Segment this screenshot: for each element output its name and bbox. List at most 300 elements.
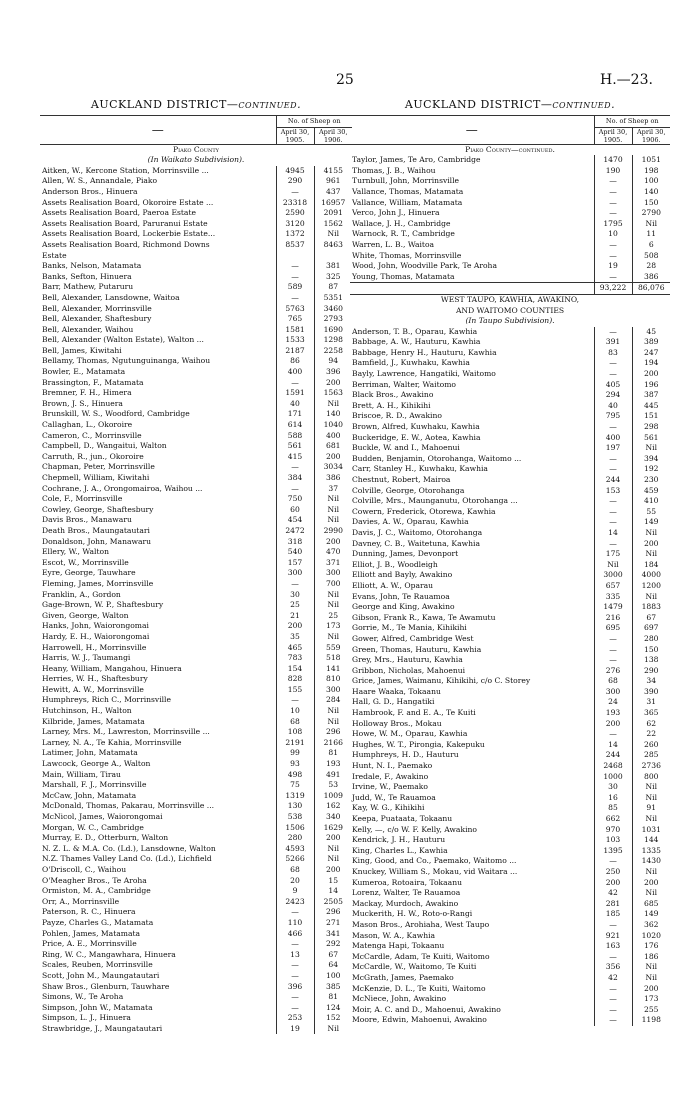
owner-name: Estate [42,250,67,260]
sheep-1905: 276 [594,666,632,677]
table-row [350,825,670,836]
sheep-1905: 20 [276,876,314,887]
sheep-1906: 14 [314,886,352,897]
owner-name: Death Bros., Maungatautari [42,525,150,535]
sheep-1906: 1430 [632,856,670,867]
sheep-1905: — [594,327,632,338]
owner-name: Kilbride, James, Matamata [42,716,145,726]
sheep-1906: 173 [314,621,352,632]
owner-name: Hughes, W. T., Pirongia, Kakepuku [352,739,485,749]
sheep-1906: 152 [314,1013,352,1024]
sheep-1905: 561 [276,441,314,452]
owner-name: Holloway Bros., Mokau [352,718,442,728]
sheep-1905: 538 [276,812,314,823]
sheep-1905: 40 [594,401,632,412]
sheep-1905: 25 [276,600,314,611]
owner-name: Lawcock, George A., Walton [42,759,151,769]
sheep-1906: 81 [314,992,352,1003]
sheep-1905: 405 [594,380,632,391]
sheep-1906: 300 [314,568,352,579]
sheep-1906: 1020 [632,931,670,942]
sheep-1905: — [594,422,632,433]
table-row [40,568,352,579]
sheep-1906: 200 [314,378,352,389]
sheep-1906: 100 [314,971,352,982]
table-row [40,950,352,961]
sheep-1906: 961 [314,176,352,187]
table-row [350,454,670,465]
owner-name: Hanks, John, Waiorongomai [42,621,149,631]
sheep-1905: — [594,952,632,963]
table-row [40,526,352,537]
sheep-1906: 381 [314,261,352,272]
owner-name: Green, Thomas, Hauturu, Kawhia [352,644,482,654]
sheep-1906: 140 [314,409,352,420]
sheep-1906: 1690 [314,325,352,336]
owner-name: Banks, Sefton, Hinuera [42,271,132,281]
sheep-1906: Nil [314,515,352,526]
sheep-1906: 3460 [314,304,352,315]
sheep-1906: 31 [632,697,670,708]
table-row [350,327,670,338]
sheep-1905: 83 [594,348,632,359]
table-row [350,634,670,645]
sheep-1906: 298 [632,422,670,433]
owner-name: Scott, John M., Maungatautari [42,970,160,980]
owner-name: Mackay, Murdoch, Awakino [352,898,459,908]
owner-name: Morgan, W. C., Cambridge [42,822,144,832]
page-number: 25 [336,72,354,88]
total-1906: 86,076 [632,283,670,295]
table-row [40,388,352,399]
sheep-1905: 2191 [276,738,314,749]
sheep-1905: 2468 [594,761,632,772]
sheep-1905: 1581 [276,325,314,336]
sheep-1906: Nil [314,229,352,240]
table-row [350,380,670,391]
owner-name: Cochrane, J. A., Orongomairoa, Waihou ... [42,483,203,493]
table-row [350,358,670,369]
left-column-title: AUCKLAND DISTRICT—continued. [90,98,302,111]
sheep-1906: 2091 [314,208,352,219]
sheep-1905: 828 [276,674,314,685]
owner-name: Knuckey, William S., Mokau, vid Waitara ... [352,866,518,876]
sheep-1905: 318 [276,537,314,548]
owner-name: Colville, George, Otorohanga [352,485,465,495]
owner-name: Bell, Alexander (Walton Estate), Walton ... [42,335,204,345]
table-row [350,475,670,486]
table-row [350,931,670,942]
sheep-1906: 290 [632,666,670,677]
sheep-1906: 296 [314,727,352,738]
table-row [350,560,670,571]
table-row [350,687,670,698]
sheep-1906: 700 [314,579,352,590]
sheep-1906: Nil [632,443,670,454]
sheep-1906: 150 [632,645,670,656]
owner-name: Cameron, C., Morrinsville [42,430,142,440]
sheep-1905: 99 [276,748,314,759]
owner-name: Banks, Nelson, Matamata [42,261,142,271]
sheep-1906: Nil [632,782,670,793]
table-row [350,1015,670,1026]
table-row [350,496,670,507]
owner-name: Allen, W. S., Annandale, Piako [42,176,158,186]
table-row [350,229,670,240]
table-row [40,759,352,770]
sheep-1906: 6 [632,240,670,251]
owner-name: Turnbull, John, Morrinsville [352,176,460,186]
table-row [350,443,670,454]
table-row [350,984,670,995]
table-row [40,219,352,230]
sheep-1906: 25 [314,611,352,622]
owner-name: Elliott and Bayly, Awakino [352,570,453,580]
sheep-1905: 415 [276,452,314,463]
sheep-1905: 294 [594,390,632,401]
total-label [350,283,594,295]
sheep-1905: 1533 [276,335,314,346]
sheep-1905: 244 [594,475,632,486]
owner-name: Eyre, George, Tauwhare [42,568,136,578]
sheep-1905: 250 [594,867,632,878]
table-row [350,645,670,656]
table-row [40,929,352,940]
sheep-1905: 197 [594,443,632,454]
total-1905: 93,222 [594,283,632,295]
owner-name: Thomas, J. B., Waihou [352,165,436,175]
owner-name: Franklin, A., Gordon [42,589,121,599]
sheep-1905: — [594,994,632,1005]
sheep-1905: 1470 [594,155,632,166]
sheep-1905: 1000 [594,772,632,783]
table-row [350,166,670,177]
subdivision-heading-2: (In Taupo Subdivision). [465,316,555,326]
sheep-1906: 200 [632,984,670,995]
sheep-1906: 141 [314,664,352,675]
sheep-1905: 4593 [276,844,314,855]
sheep-1905: 85 [594,803,632,814]
sheep-1905: 3120 [276,219,314,230]
table-row [350,539,670,550]
table-row [350,697,670,708]
table-row [350,623,670,634]
sheep-1905: — [594,240,632,251]
sheep-1906: 371 [314,558,352,569]
owner-name: Hunt, N. I., Paemako [352,761,433,771]
table-row [40,897,352,908]
owner-name: Davies, A. W., Oparau, Kawhia [352,517,469,527]
sheep-1906: 3034 [314,462,352,473]
owner-name: Aitken, W., Kercone Station, Morrinsville ... [42,165,209,175]
owner-name: Pohlen, James, Matamata [42,928,141,938]
owner-name: Donaldson, John, Manawaru [42,536,152,546]
owner-name: Keepa, Puataata, Tokaanu [352,814,453,823]
sheep-1905: — [276,462,314,473]
sheep-1906: 64 [314,960,352,971]
sheep-1906: 1629 [314,823,352,834]
owner-name: Brown, J. S., Hinuera [42,398,123,408]
sheep-1906: 91 [632,803,670,814]
sheep-1905: 657 [594,581,632,592]
owner-name: Assets Realisation Board, Okoroire Estate ... [42,197,214,207]
sheep-1905: — [594,198,632,209]
sheep-1906: 124 [314,1003,352,1014]
sheep-1905: 1372 [276,229,314,240]
county-heading: Piako County—continued. [465,144,555,154]
owner-name: Mason Bros., Arohiaha, West Taupo [352,919,490,929]
sheep-1906: 45 [632,327,670,338]
owner-name: Carr, Stanley H., Kuwhaku, Kawhia [352,464,488,474]
sheep-1905: 2423 [276,897,314,908]
col-1905-header: April 30, 1905. [276,127,314,144]
table-row [40,176,352,187]
sheep-1906: 37 [314,484,352,495]
table-row [40,780,352,791]
sheep-1906: 192 [632,464,670,475]
col-1906-header: April 30, 1906. [314,127,352,144]
sheep-1906: 200 [314,537,352,548]
owner-name: Payze, Charles G., Matamata [42,917,154,927]
sheep-1905: 153 [594,486,632,497]
sheep-1905: 110 [276,918,314,929]
table-row [350,272,670,283]
sheep-1906: 81 [314,748,352,759]
owner-name: Gage-Brown, W. P., Shaftesbury [42,600,164,610]
sheep-1906: 292 [314,939,352,950]
owner-name: Brunskill, W. S., Woodford, Cambridge [42,409,190,419]
sheep-1906: 200 [632,539,670,550]
table-row [40,918,352,929]
subdivision-heading: (In Waikato Subdivision). [147,155,245,165]
sheep-1905: — [276,1003,314,1014]
table-row [350,750,670,761]
owner-name: McCardle, W., Waitomo, Te Kuiti [352,962,477,972]
sheep-1906: 390 [632,687,670,698]
owner-name: Muckerith, H. W., Roto-o-Rangi [352,909,473,919]
table-row [350,549,670,560]
sheep-1905: 662 [594,814,632,825]
owner-name: Gibson, Frank R., Kawa, Te Awamutu [352,612,496,622]
owner-name: Scales, Reuben, Morrinsville [42,960,153,970]
table-row [40,674,352,685]
owner-name: Chestnut, Robert, Mairoa [352,475,451,484]
owner-name: Cole, F., Morrinsville [42,494,123,504]
sheep-1905: 1479 [594,602,632,613]
owner-name: Bayly, Lawrence, Hangatiki, Waitomo [352,369,496,379]
owner-name: Buckle, W. and I., Mahoenui [352,443,460,453]
sheep-1905: 21 [276,611,314,622]
sheep-1905: — [594,369,632,380]
owner-name: Davney, C. B., Waitetuna, Kawhia [352,538,480,548]
owner-name: Callaghan, L., Okoroire [42,420,133,430]
owner-name: Lorenz, Walter, Te Rauamoa [352,888,461,898]
table-row [40,611,352,622]
owner-name: Larney, Mrs. M., Lawreston, Morrinsville ... [42,727,210,737]
sheep-1905: 695 [594,623,632,634]
table-row [350,666,670,677]
owner-name: McCardle, Adam, Te Kuiti, Waitomo [352,951,490,961]
table-row [40,272,352,283]
owner-name: O'Meagher Bros., Te Aroha [42,875,147,885]
sheep-1906: 470 [314,547,352,558]
owner-name: Evans, John, Te Rauamoa [352,591,450,601]
table-row [350,176,670,187]
owner-name: Kumeroa, Rotoaira, Tokaanu [352,877,462,887]
sheep-1905: 384 [276,473,314,484]
owner-name: Harris, W. J., Taumangi [42,653,131,663]
sheep-1905: 400 [594,433,632,444]
owner-name: Chapman, Peter, Morrinsville [42,462,155,472]
table-row [40,356,352,367]
sheep-1906: 325 [314,272,352,283]
table-row [350,613,670,624]
sheep-1905: 13 [276,950,314,961]
owner-name: Ring, W. C., Mangawhara, Hinuera [42,949,176,959]
sheep-1906: 685 [632,899,670,910]
sheep-1905: — [276,272,314,283]
sheep-1906: 1009 [314,791,352,802]
table-row [350,761,670,772]
sheep-1906: 53 [314,780,352,791]
owner-name: Berriman, Walter, Waitomo [352,379,456,389]
owner-name: King, Good, and Co., Paemako, Waitomo ... [352,856,517,866]
owner-name: King, Charles L., Kawhia [352,845,448,855]
sheep-1906: 247 [632,348,670,359]
sheep-1905: 4945 [276,166,314,177]
owner-name: Irvine, W., Paemako [352,782,428,792]
owner-name: McDonald, Thomas, Pakarau, Morrinsville ... [42,801,215,811]
table-row [350,867,670,878]
sheep-1905: 396 [276,982,314,993]
sheep-1906: 2166 [314,738,352,749]
table-row [40,251,352,262]
owner-name: Judd, W., Te Rauamoa [352,792,436,802]
table-row [40,971,352,982]
sheep-1906: Nil [632,592,670,603]
county-heading-2-line2: AND WAITOMO COUNTIES [455,305,565,315]
sheep-1906: Nil [632,549,670,560]
owner-name: Bell, Alexander, Morrinsville [42,303,152,313]
table-row [40,960,352,971]
owner-name: Simpson, L. J., Hinuera [42,1013,131,1023]
table-row [40,261,352,272]
sheep-1906: 151 [632,411,670,422]
table-row [350,348,670,359]
table-row [350,962,670,973]
sheep-1906: Nil [314,399,352,410]
sheep-1905: 216 [594,613,632,624]
table-row [350,187,670,198]
sheep-1906: 200 [632,369,670,380]
sheep-1906: 1051 [632,155,670,166]
owner-name: Simons, W., Te Aroha [42,992,124,1002]
sheep-1905: 130 [276,801,314,812]
owner-name: White, Thomas, Morrinsville [352,250,462,260]
table-row [40,791,352,802]
sheep-1906: 176 [632,941,670,952]
table-row [40,240,352,251]
sheep-1906: Nil [632,219,670,230]
sheep-1905: 921 [594,931,632,942]
table-row [40,293,352,304]
sheep-1905: — [594,454,632,465]
sheep-1905: 108 [276,727,314,738]
table-row [40,420,352,431]
sheep-1905: — [594,176,632,187]
owner-name: N. Z. L. & M.A. Co. (Ld.), Lansdowne, Walton [42,843,216,853]
table-row [40,1013,352,1024]
table-row [350,592,670,603]
sheep-1905: 14 [594,740,632,751]
table-row [350,878,670,889]
sheep-1905: — [594,496,632,507]
table-row [40,727,352,738]
sheep-1906: 559 [314,643,352,654]
table-row [350,909,670,920]
owner-name: Moir, A. C. and D., Mahoenui, Awakino [352,1004,501,1014]
owner-name: Humphreys, H. D., Hauturu [352,750,459,760]
owner-name: Campbell, D., Wangaitui, Walton [42,441,167,451]
sheep-1905: — [276,378,314,389]
table-row [40,304,352,315]
sheep-1906: Nil [314,706,352,717]
owner-name: Cowern, Frederick, Otorewa, Kawhia [352,506,496,516]
table-row [40,982,352,993]
sheep-1905: 1506 [276,823,314,834]
sheep-1905: 400 [276,367,314,378]
sheep-1905: — [594,517,632,528]
table-row [40,823,352,834]
sheep-1906: 285 [632,750,670,761]
sheep-1905: — [594,539,632,550]
table-row [40,664,352,675]
table-row [350,602,670,613]
sheep-1906: Nil [632,793,670,804]
sheep-1906: Nil [632,528,670,539]
sheep-1905: 16 [594,793,632,804]
owner-name: Assets Realisation Board, Lockerbie Estate... [42,229,216,239]
table-row [40,695,352,706]
sheep-1905: 86 [276,356,314,367]
owner-name: Mason, W. A., Kawhia [352,930,436,940]
sheep-1906: 200 [314,865,352,876]
sheep-1905: — [276,187,314,198]
sheep-1906: 186 [632,952,670,963]
sheep-1905: 244 [594,750,632,761]
owner-name: Barr, Mathew, Putaruru [42,282,134,292]
sheep-1906 [314,251,352,262]
sheep-1906: 22 [632,729,670,740]
sheep-1906: 4155 [314,166,352,177]
sheep-1906: 255 [632,1005,670,1016]
sheep-1905: — [276,907,314,918]
sheep-1905: 193 [594,708,632,719]
table-row [350,835,670,846]
sheep-1906: 386 [314,473,352,484]
sheep-1906: 518 [314,653,352,664]
sheep-1906: 1031 [632,825,670,836]
sheep-1906: 271 [314,918,352,929]
owner-name: Bowler, E., Matamata [42,367,126,377]
sheep-1905: — [276,960,314,971]
sheep-1906: 394 [632,454,670,465]
sheep-1905: 154 [276,664,314,675]
sheep-1905: 200 [276,621,314,632]
owner-name: Brown, Alfred, Kuwhaku, Kawhia [352,422,480,432]
table-row [40,409,352,420]
owner-name: Babbage, A. W., Hauturu, Kawhia [352,337,481,347]
